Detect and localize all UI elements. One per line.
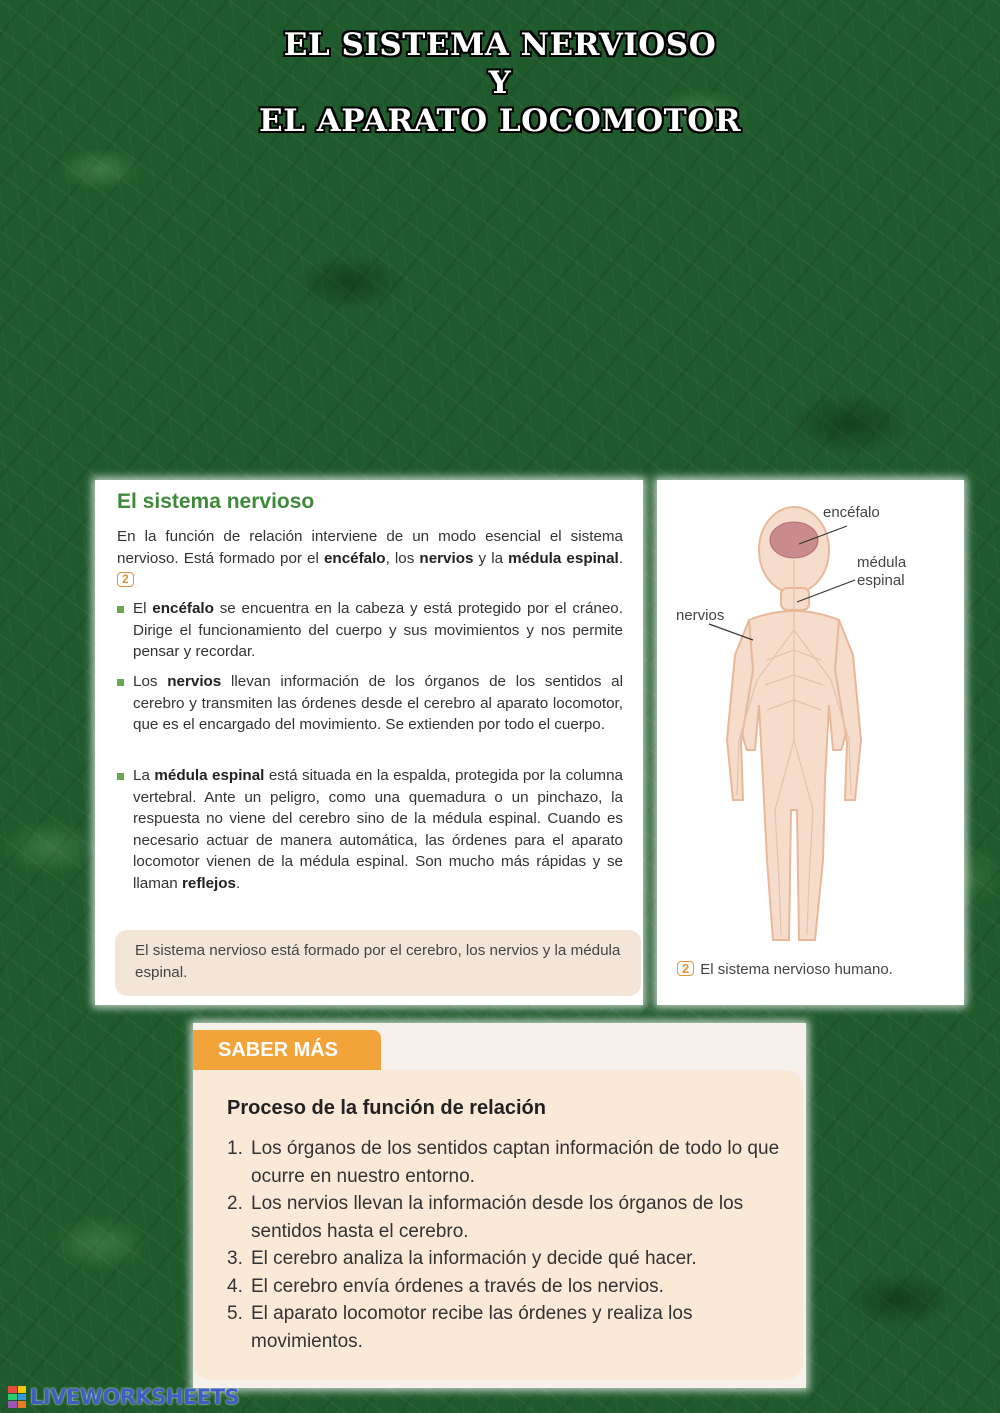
summary-box: El sistema nervioso está formado por el cerebro, los nervios y la médula espinal. (115, 930, 641, 996)
step-number: 3. (227, 1248, 243, 1269)
bullet-text: está situada en la espalda, protegida por la columna vertebral. Ante un peligro, como una quemadura o un pinchazo, la respuesta no viene del cerebro sino de la médula espinal. Cuando es necesario actuar de manera automática, las órdenes para el aparato locomotor vienen de la médula espinal. Son mucho más rápidas y se llaman (133, 767, 623, 892)
keyword-nervios: nervios (419, 549, 474, 567)
title-line-1: EL SISTEMA NERVIOSO (283, 27, 717, 63)
title-line-2: Y (488, 65, 512, 101)
intro-paragraph (117, 526, 623, 591)
keyword-encefalo: encéfalo (323, 549, 386, 567)
intro-text: , los (385, 549, 420, 567)
step-text: El cerebro envía órdenes a través de los nervios. (251, 1275, 664, 1297)
figure-ref-badge: 2 (117, 572, 134, 587)
bullet-text: llevan información de los órganos de los sentidos al cerebro y transmiten las órdenes desde el cerebro al aparato locomotor, que es el encargado del movimiento. Se extienden por todo el cuerpo. (133, 673, 623, 733)
label-nervios: nervios (676, 607, 725, 624)
step-text: El cerebro analiza la información y decide qué hacer. (251, 1248, 697, 1269)
bullet-text: se encuentra en la cabeza y está protegido por el cráneo. Dirige el funcionamiento del cuerpo y sus movimientos y nos permite pensar y recordar. (133, 600, 623, 660)
title-line-3: EL APARATO LOCOMOTOR (259, 103, 741, 139)
bullet-encefalo (133, 598, 623, 663)
bullet-keyword-reflejos: reflejos (181, 874, 236, 892)
intro-text: En la función de relación interviene de un modo esencial el sistema nervioso. Está formado por el (117, 528, 623, 567)
list-item (227, 1135, 782, 1190)
step-text: Los nervios llevan la información desde los órganos de los sentidos hasta el cerebro. (251, 1193, 744, 1242)
step-text: Los órganos de los sentidos captan información de todo lo que ocurre en nuestro entorno. (251, 1138, 780, 1187)
bullet-text: Los (133, 673, 168, 690)
bullet-keyword: nervios (167, 673, 222, 690)
intro-text: y la (473, 549, 509, 567)
bullet-nervios (133, 671, 623, 736)
step-number: 2. (227, 1193, 243, 1214)
label-medula-line2: espinal (857, 572, 905, 589)
bullet-marker (117, 773, 124, 780)
nervous-system-text-card (95, 480, 643, 1005)
keyword-medula: médula espinal (508, 549, 619, 567)
label-encefalo: encéfalo (823, 504, 880, 521)
list-item (227, 1273, 782, 1301)
human-body-illustration (657, 480, 964, 950)
intro-text: . (618, 549, 623, 567)
caption-text: El sistema nervioso humano. (700, 961, 893, 978)
nervous-system-figure-card (657, 480, 964, 1005)
step-number: 5. (227, 1303, 243, 1324)
list-item (227, 1190, 782, 1245)
page-title (0, 26, 1000, 140)
list-item (227, 1300, 782, 1355)
bullet-text: La (133, 767, 155, 784)
bullet-text: . (236, 874, 241, 892)
step-text: El aparato locomotor recibe las órdenes y realiza los movimientos. (251, 1303, 693, 1352)
bullet-text: El (133, 600, 153, 617)
figure-caption (677, 961, 893, 978)
caption-number-badge: 2 (677, 961, 694, 976)
saber-mas-card (193, 1023, 806, 1388)
liveworksheets-icon (8, 1386, 26, 1408)
list-item (227, 1245, 782, 1273)
bullet-keyword: médula espinal (154, 767, 265, 784)
bullet-marker (117, 606, 124, 613)
liveworksheets-brand: LIVEWORKSHEETS (30, 1385, 240, 1409)
bullet-keyword: encéfalo (152, 600, 214, 617)
saber-mas-tab (193, 1030, 381, 1070)
step-number: 1. (227, 1138, 243, 1159)
process-steps-list (227, 1135, 782, 1355)
saber-mas-tab-label: SABER MÁS (218, 1039, 339, 1061)
bullet-medula (133, 765, 623, 894)
label-medula-line1: médula (857, 554, 907, 571)
section-heading: El sistema nervioso (117, 490, 315, 513)
bullet-marker (117, 679, 124, 686)
saber-mas-heading: Proceso de la función de relación (227, 1097, 546, 1119)
liveworksheets-logo[interactable] (8, 1383, 239, 1411)
step-number: 4. (227, 1275, 243, 1297)
